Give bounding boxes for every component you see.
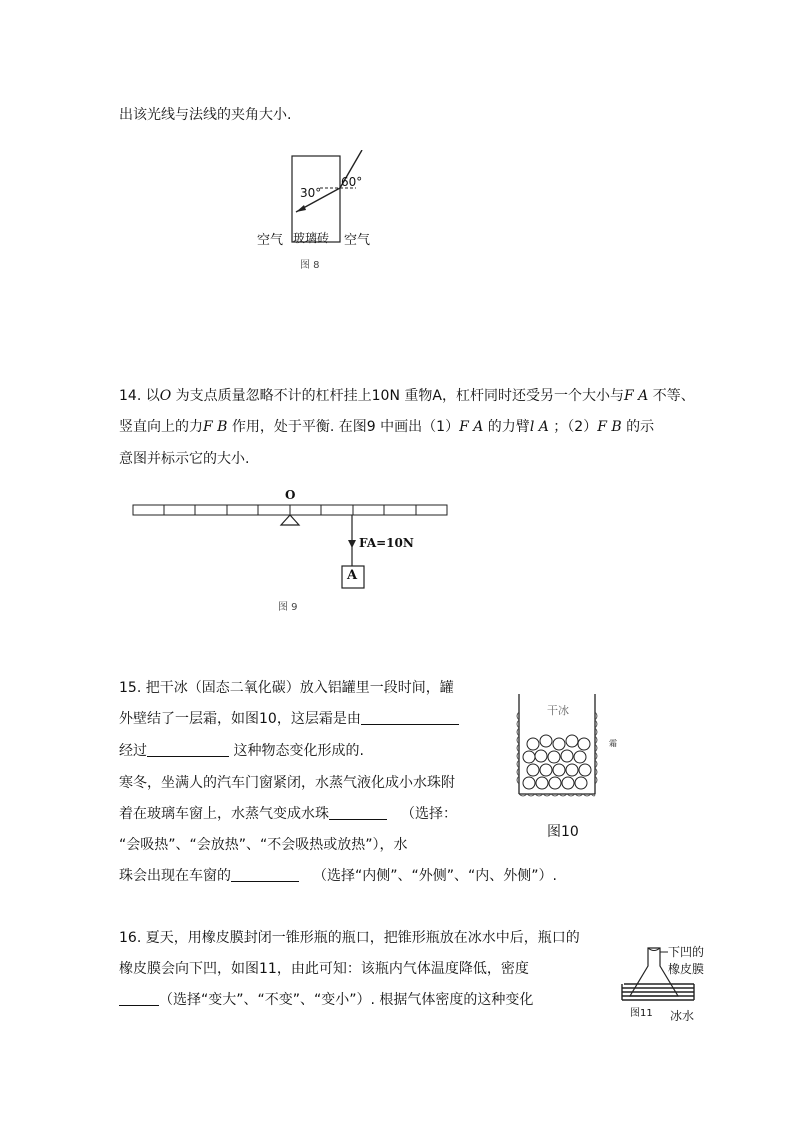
- q15-text-d: 着在玻璃车窗上，水蒸气变成水珠: [119, 806, 329, 822]
- q14-line1: [119, 385, 695, 405]
- answer-blank-2[interactable]: [147, 742, 229, 757]
- q14-text-e: 作用，处于平衡. 在图9 中画出（1）: [227, 419, 460, 435]
- q15-line6: “会吸热”、“会放热”、“不会吸热或放热”），水: [119, 837, 408, 853]
- symbol-la: l A: [529, 419, 549, 435]
- angle-60-label: 60°: [341, 175, 363, 189]
- figure-8: [250, 150, 390, 275]
- answer-blank-5[interactable]: [119, 991, 159, 1006]
- q14-text-h: 的示: [621, 419, 655, 435]
- q14-text-d: 竖直向上的力: [119, 419, 203, 435]
- figure-9-diagram: [130, 488, 460, 613]
- q14-line3: 意图并标示它的大小.: [119, 451, 250, 467]
- figure-9-caption: 图 9: [278, 602, 298, 613]
- q13-text: 出该光线与法线的夹角大小.: [119, 107, 292, 123]
- q15-line4: 寒冬，坐满人的汽车门窗紧闭，水蒸气液化成小水珠附: [119, 775, 455, 791]
- q15-text-f: 珠会出现在车窗的: [119, 868, 231, 884]
- membrane-label-1: 下凹的: [668, 945, 705, 959]
- q14-text-f: 的力臂: [483, 419, 530, 435]
- figure-11-caption: 图11: [630, 1008, 653, 1019]
- q16-line3: [119, 989, 533, 1009]
- symbol-o: O: [159, 388, 172, 404]
- q15-line2: [119, 708, 459, 728]
- symbol-fa: F A: [623, 388, 649, 404]
- figure-11: [618, 944, 718, 1024]
- figure-8-caption: 图 8: [300, 260, 320, 271]
- figure-10-diagram: [505, 690, 635, 810]
- ice-water-label: 冰水: [670, 1009, 695, 1023]
- frost-label: 霜: [609, 739, 617, 748]
- q15-text-g: （选择“内侧”、“外侧”、“内、外侧”）.: [313, 868, 557, 884]
- q15-line1: 15. 把干冰（固态二氧化碳）放入铝罐里一段时间，罐: [119, 680, 454, 696]
- q15-text-e: （选择：: [401, 806, 457, 822]
- figure-9: [130, 488, 460, 613]
- answer-blank-4[interactable]: [231, 867, 299, 882]
- glass-label: 玻璃砖: [293, 231, 330, 245]
- q15-line7: [119, 865, 557, 885]
- q14-text-c: 不等、: [648, 388, 695, 404]
- dry-ice-pellets: [523, 735, 591, 789]
- q15-line3: [119, 740, 364, 760]
- pivot-o-label: O: [285, 488, 296, 502]
- air-right-label: 空气: [344, 233, 371, 248]
- symbol-fb-2: F B: [597, 419, 622, 435]
- figure-10: [505, 690, 635, 845]
- q15-text-c: 这种物态变化形成的.: [229, 743, 364, 759]
- q14-text-b: 为支点质量忽略不计的杠杆挂上10N 重物A，杠杆同时还受另一个大小与: [171, 388, 624, 404]
- q14-line2: [119, 416, 654, 436]
- symbol-fa-2: F A: [459, 419, 484, 435]
- force-label: FA=10N: [359, 536, 414, 550]
- q14-text-g: ；（2）: [548, 419, 598, 435]
- figure-8-diagram: [250, 150, 390, 275]
- q16-text-c: （选择“变大”、“不变”、“变小”）. 根据气体密度的这种变化: [159, 992, 534, 1008]
- answer-blank-1[interactable]: [361, 710, 459, 725]
- force-arrow: [348, 540, 356, 548]
- answer-blank-3[interactable]: [329, 805, 387, 820]
- q15-text-b: 经过: [119, 743, 147, 759]
- ray-arrow: [296, 205, 306, 212]
- block-a-label: A: [347, 568, 358, 583]
- figure-10-caption: 图10: [547, 824, 579, 840]
- pivot-triangle: [281, 515, 299, 525]
- q16-line1: 16. 夏天，用橡皮膜封闭一锥形瓶的瓶口，把锥形瓶放在冰水中后，瓶口的: [119, 930, 580, 946]
- symbol-fb: F B: [203, 419, 228, 435]
- angle-30-label: 30°: [300, 186, 322, 200]
- q15-line5: [119, 803, 457, 823]
- membrane-label-2: 橡皮膜: [668, 962, 705, 976]
- air-left-label: 空气: [257, 233, 284, 248]
- q15-text-a: 外壁结了一层霜，如图10，这层霜是由: [119, 711, 361, 727]
- dry-ice-label: 干冰: [547, 704, 569, 717]
- q14-text-a: 14. 以: [119, 388, 160, 404]
- q16-line2: 橡皮膜会向下凹，如图11，由此可知：该瓶内气体温度降低，密度: [119, 961, 529, 977]
